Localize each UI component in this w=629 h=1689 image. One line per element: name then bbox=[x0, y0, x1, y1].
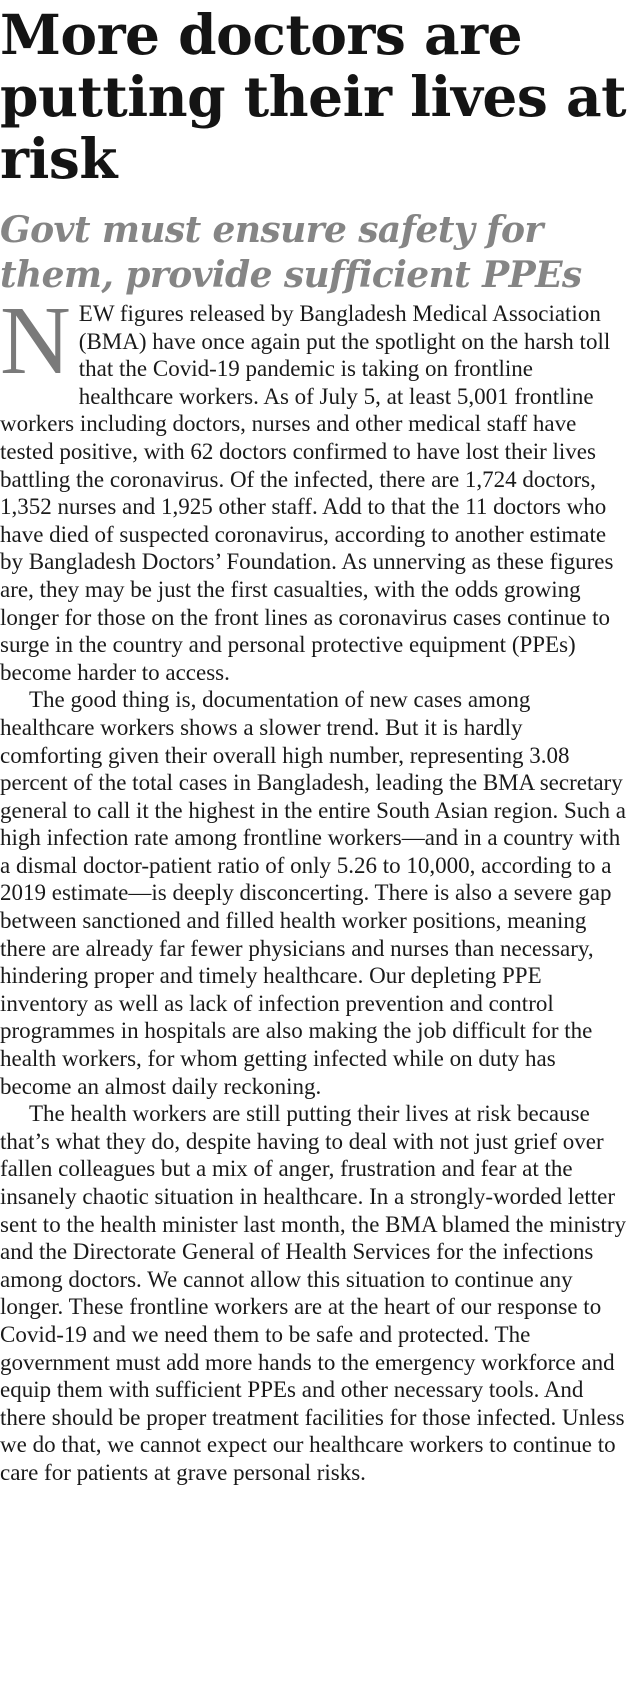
paragraph-1-text: EW figures released by Bangladesh Medical Association (BMA) have once again put the spotlight on the harsh toll that the Covid-19 pandemic is taking on frontline healthcare workers. As of July 5, at least 5,001 frontline workers including doctors, nurses and other medical staff have tested positive, with 62 doctors confirmed to have lost their lives battling the coronavirus. Of the infected, there are 1,724 doctors, 1,352 nurses and 1,925 other staff. Add to that the 11 doctors who have died of suspected coronavirus, according to another estimate by Bangladesh Doctors’ Foundation. As unnerving as these figures are, they may be just the first casualties, with the odds growing longer for those on the front lines as coronavirus cases continue to surge in the country and personal protective equipment (PPEs) become harder to access. bbox=[0, 301, 614, 685]
paragraph-1 bbox=[0, 287, 629, 686]
article-body bbox=[0, 287, 629, 1487]
subheadline: Govt must ensure safety for them, provide sufficient PPEs bbox=[0, 209, 582, 296]
paragraph-3: The health workers are still putting their lives at risk because that’s what they do, despite having to deal with not just grief over fallen colleagues but a mix of anger, frustration and fear at the insanely chaotic situation in healthcare. In a strongly-worded letter sent to the health minister last month, the BMA blamed the ministry and the Directorate General of Health Services for the infections among doctors. We cannot allow this situation to continue any longer. These frontline workers are at the heart of our response to Covid-19 and we need them to be safe and protected. The government must add more hands to the emergency workforce and equip them with sufficient PPEs and other necessary tools. And there should be proper treatment facilities for those infected. Unless we do that, we cannot expect our healthcare workers to continue to care for patients at grave personal risks. bbox=[0, 1101, 627, 1485]
drop-cap: N bbox=[0, 287, 71, 395]
headline: More doctors are putting their lives at risk bbox=[0, 2, 627, 191]
paragraph-2: The good thing is, documentation of new cases among healthcare workers shows a slower trend. But it is hardly comforting given their overall high number, representing 3.08 percent of the total cases in Bangladesh, leading the BMA secretary general to call it the highest in the entire South Asian region. Such a high infection rate among frontline workers—and in a country with a dismal doctor-patient ratio of only 5.26 to 10,000, according to a 2019 estimate—is deeply disconcerting. There is also a severe gap between sanctioned and filled health worker positions, meaning there are already far fewer physicians and nurses than necessary, hindering proper and timely healthcare. Our depleting PPE inventory as well as lack of infection prevention and control programmes in hospitals are also making the job difficult for the health workers, for whom getting infected while on duty has become an almost daily reckoning. bbox=[0, 687, 626, 1099]
